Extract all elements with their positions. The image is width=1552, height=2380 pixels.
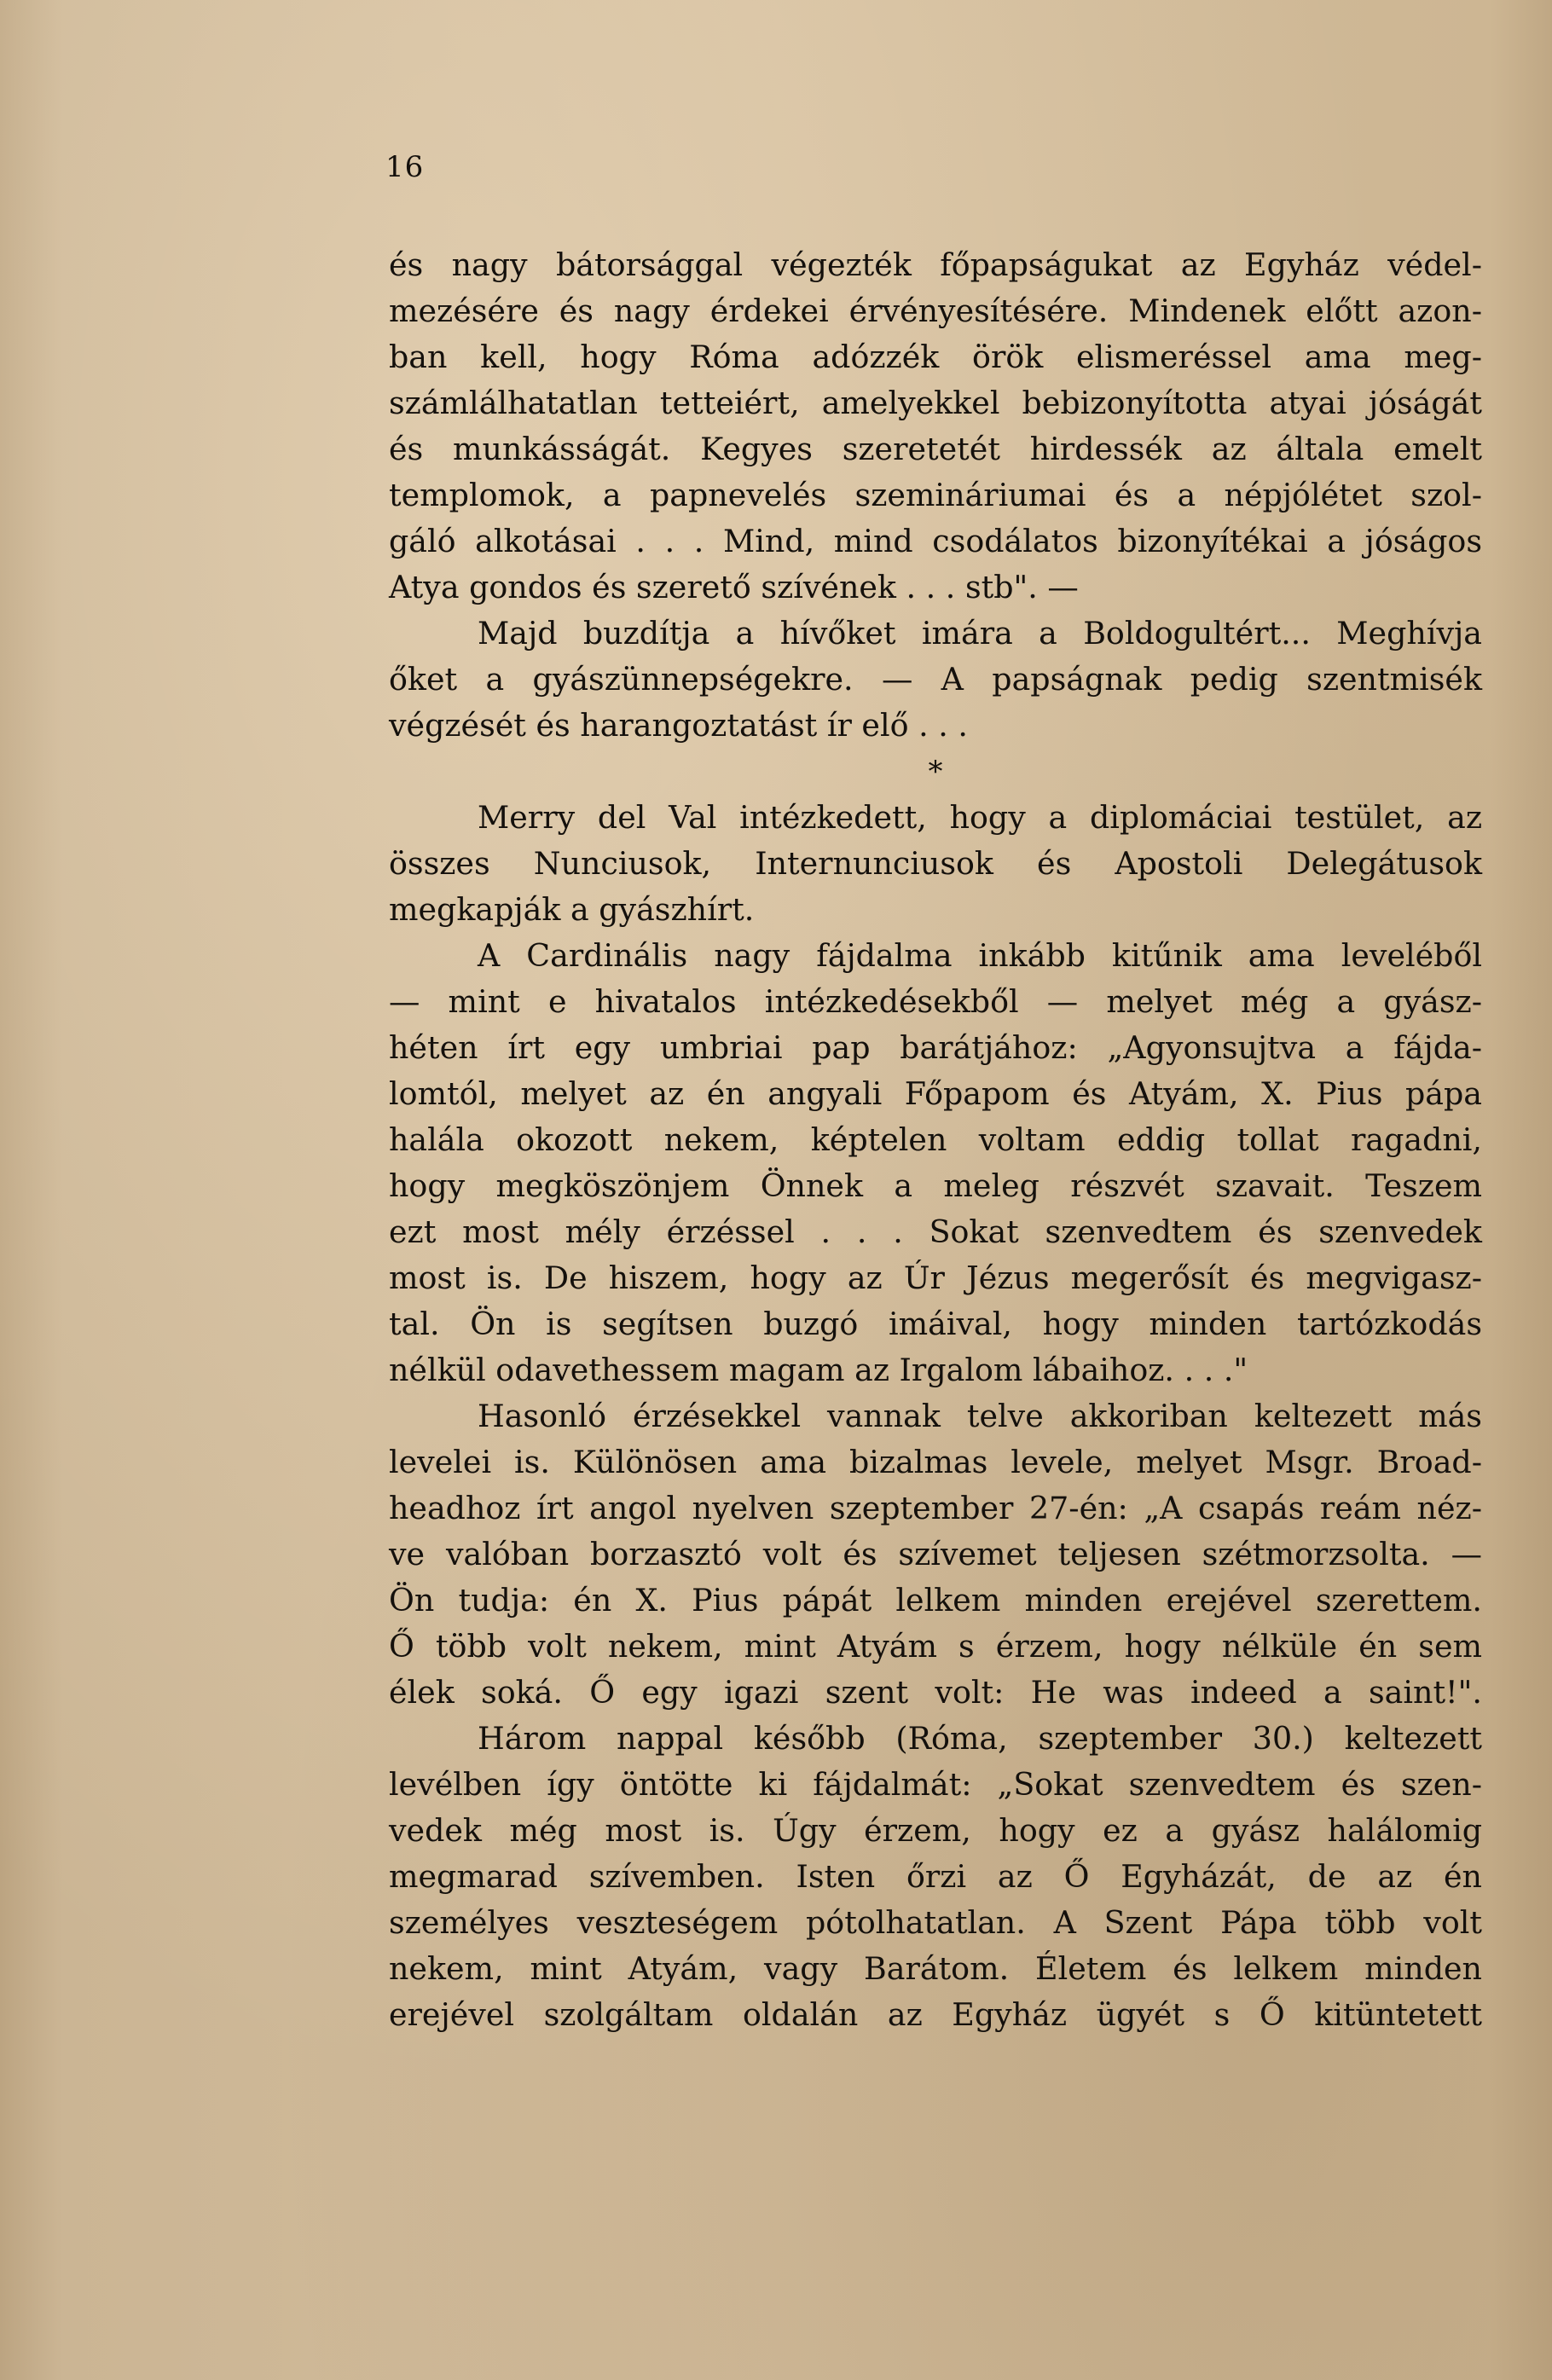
- text-line: nélkül odavethessem magam az Irgalom lábaihoz. . . .": [389, 1352, 1248, 1388]
- text-line: Atya gondos és szerető szívének . . . stb". —: [389, 569, 1079, 605]
- text-line: A Cardinális nagy fájdalma inkább kitűnik ama leveléből: [478, 937, 1482, 974]
- text-line: őket a gyászünnepségekre. — A papságnak pedig szentmisék: [389, 661, 1482, 698]
- text-line: ban kell, hogy Róma adózzék örök elismeréssel ama meg-: [389, 339, 1482, 375]
- text-line: Ön tudja: én X. Pius pápát lelkem minden erejével szerettem.: [389, 1582, 1482, 1619]
- text-line: templomok, a papnevelés szemináriumai és a népjólétet szol-: [389, 477, 1482, 513]
- text-line: Hasonló érzésekkel vannak telve akkoriban keltezett más: [478, 1398, 1482, 1434]
- text-line: levelei is. Különösen ama bizalmas levele, melyet Msgr. Broad-: [389, 1444, 1482, 1480]
- text-line: tal. Ön is segítsen buzgó imáival, hogy minden tartózkodás: [389, 1306, 1482, 1342]
- section-separator: *: [928, 755, 943, 789]
- text-line: Merry del Val intézkedett, hogy a diplomáciai testület, az: [478, 799, 1482, 836]
- text-line: halála okozott nekem, képtelen voltam eddig tollat ragadni,: [389, 1121, 1482, 1158]
- text-line: számlálhatatlan tetteiért, amelyekkel bebizonyította atyai jóságát: [389, 385, 1482, 421]
- text-line: összes Nunciusok, Internunciusok és Apostoli Delegátusok: [389, 845, 1482, 882]
- text-line: élek soká. Ő egy igazi szent volt: He was indeed a saint!".: [389, 1674, 1482, 1711]
- text-line: — mint e hivatalos intézkedésekből — melyet még a gyász-: [389, 983, 1482, 1020]
- text-line: vedek még most is. Úgy érzem, hogy ez a gyász halálomig: [389, 1812, 1482, 1849]
- page-number: 16: [385, 150, 425, 184]
- text-line: és nagy bátorsággal végezték főpapságukat az Egyház védel-: [389, 246, 1482, 283]
- text-line: Ő több volt nekem, mint Atyám s érzem, hogy nélküle én sem: [389, 1628, 1482, 1665]
- text-line: levélben így öntötte ki fájdalmát: „Sokat szenvedtem és szen-: [389, 1766, 1482, 1803]
- text-line: headhoz írt angol nyelven szeptember 27-én: „A csapás reám néz-: [389, 1490, 1482, 1526]
- text-line: lomtól, melyet az én angyali Főpapom és Atyám, X. Pius pápa: [389, 1075, 1482, 1112]
- text-line: ve valóban borzasztó volt és szívemet teljesen szétmorzsolta. —: [389, 1536, 1482, 1572]
- text-line: személyes veszteségem pótolhatatlan. A Szent Pápa több volt: [389, 1904, 1482, 1941]
- text-line: gáló alkotásai . . . Mind, mind csodálatos bizonyítékai a jóságos: [389, 523, 1482, 559]
- text-line: Három nappal később (Róma, szeptember 30.) keltezett: [478, 1720, 1482, 1757]
- text-line: végzését és harangoztatást ír elő . . .: [389, 707, 968, 744]
- text-line: nekem, mint Atyám, vagy Barátom. Életem és lelkem minden: [389, 1950, 1482, 1987]
- text-line: megkapják a gyászhírt.: [389, 891, 755, 928]
- text-line: ezt most mély érzéssel . . . Sokat szenvedtem és szenvedek: [389, 1213, 1482, 1250]
- text-line: mezésére és nagy érdekei érvényesítésére. Mindenek előtt azon-: [389, 292, 1482, 329]
- text-line: most is. De hiszem, hogy az Úr Jézus megerősít és megvigasz-: [389, 1259, 1482, 1296]
- body-text: [389, 242, 1482, 2038]
- text-line: hogy megköszönjem Önnek a meleg részvét szavait. Teszem: [389, 1167, 1482, 1204]
- text-line: héten írt egy umbriai pap barátjához: „Agyonsujtva a fájda-: [389, 1029, 1482, 1066]
- text-line: erejével szolgáltam oldalán az Egyház ügyét s Ő kitüntetett: [389, 1996, 1482, 2033]
- text-line: Majd buzdítja a hívőket imára a Boldogultért... Meghívja: [478, 615, 1482, 651]
- text-line: megmarad szívemben. Isten őrzi az Ő Egyházát, de az én: [389, 1858, 1482, 1895]
- text-line: és munkásságát. Kegyes szeretetét hirdessék az általa emelt: [389, 431, 1482, 467]
